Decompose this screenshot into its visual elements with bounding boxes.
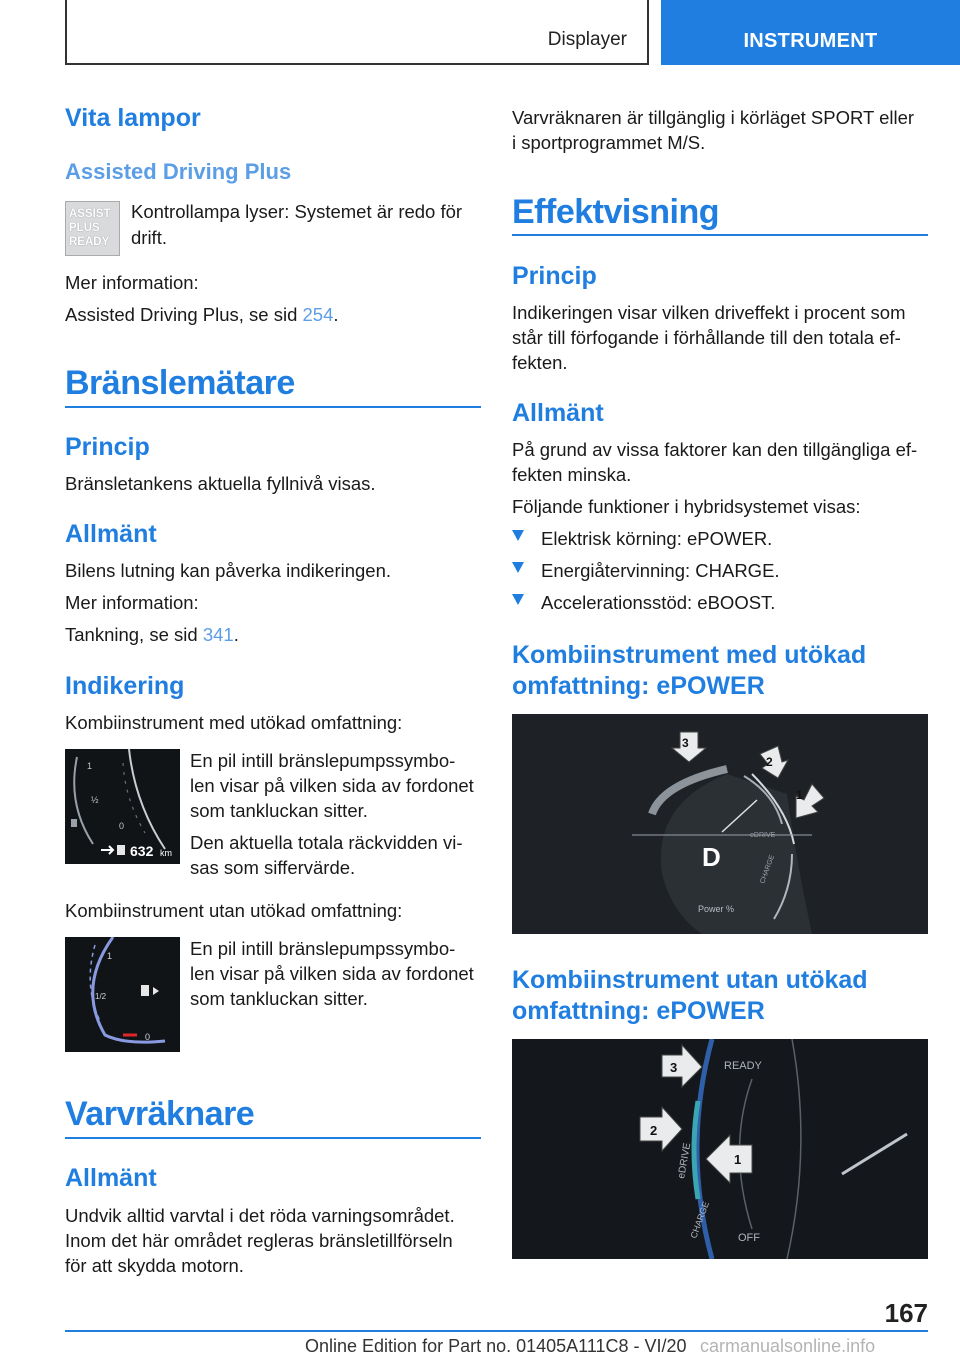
heading-indikering: Indikering bbox=[65, 672, 185, 700]
fuel-mark-half: ½ bbox=[91, 795, 99, 805]
heading-vita-lampor: Vita lampor bbox=[65, 104, 201, 132]
power-percent-label: Power % bbox=[698, 904, 735, 914]
off-label: OFF bbox=[738, 1232, 760, 1244]
heading-allmant: Allmänt bbox=[512, 399, 604, 427]
princip-text: Bränsletankens aktuella fyllnivå visas. bbox=[65, 473, 376, 494]
heading-fuel-gauge: Bränslemätare bbox=[65, 364, 295, 402]
tacho-text-line: Undvik alltid varvtal i det röda varningsområdet. bbox=[65, 1205, 455, 1226]
image1-text-line: len visar på vilken sida av fordonet bbox=[190, 775, 474, 796]
heading-line: omfattning: ePOWER bbox=[512, 672, 765, 700]
tank-reference-link[interactable]: 341 bbox=[202, 624, 234, 645]
image1-text-line: Den aktuella totala räckvidden vi- bbox=[190, 832, 463, 853]
combi-extended-label: Kombiinstrument med utökad omfattning: bbox=[65, 712, 403, 733]
ready-label: READY bbox=[724, 1060, 762, 1072]
heading-combi-standard-epower bbox=[512, 965, 868, 1027]
adp-reference-text: Assisted Driving Plus, se sid bbox=[65, 304, 303, 325]
header-section-title: Displayer bbox=[547, 29, 627, 50]
callout-arrow-1-icon bbox=[706, 1135, 752, 1183]
callout-number: 3 bbox=[670, 1060, 678, 1075]
heading-power-display: Effektvisning bbox=[512, 193, 719, 231]
fuel-gauge-standard-svg bbox=[65, 937, 180, 1052]
edrive-label: eDRIVE bbox=[676, 1142, 694, 1180]
heading-princip: Princip bbox=[65, 433, 150, 461]
tacho-text-line: för att skydda motorn. bbox=[65, 1255, 244, 1276]
callout-number: 1 bbox=[734, 1152, 742, 1167]
heading-assisted-driving-plus: Assisted Driving Plus bbox=[65, 159, 292, 184]
assisted-driving-plus-icon bbox=[65, 201, 120, 256]
princip-text-line: Indikeringen visar vilken driveffekt i procent som bbox=[512, 302, 906, 323]
heading-line: omfattning: ePOWER bbox=[512, 997, 765, 1025]
tacho-continued-line: Varvräknaren är tillgänglig i körläget SPORT eller bbox=[512, 107, 915, 128]
image1-text-line: som tankluckan sitter. bbox=[190, 800, 368, 821]
header-section-box bbox=[65, 0, 649, 65]
allmant-text-line: fekten minska. bbox=[512, 464, 632, 485]
allmant-text: Bilens lutning kan påverka indikeringen. bbox=[65, 560, 392, 581]
heading-line: Kombiinstrument utan utökad bbox=[512, 966, 868, 994]
section-rule bbox=[65, 1137, 481, 1139]
image2-text-line: len visar på vilken sida av fordonet bbox=[190, 963, 474, 984]
heading-tachometer: Varvräknare bbox=[65, 1095, 255, 1133]
fuel-mark-full: 1 bbox=[107, 951, 113, 961]
tank-reference-text: Tankning, se sid bbox=[65, 624, 203, 645]
bullet-triangle-icon bbox=[512, 530, 524, 541]
fuel-gauge-standard-image bbox=[65, 937, 180, 1052]
adp-text-line: Kontrollampa lyser: Systemet är redo för bbox=[131, 201, 463, 222]
bullet-triangle-icon bbox=[512, 562, 524, 573]
power-display-extended-image bbox=[512, 714, 928, 934]
callout-number: 3 bbox=[682, 736, 689, 750]
list-item bbox=[512, 558, 928, 583]
heading-line: Kombiinstrument med utökad bbox=[512, 641, 867, 669]
footer-rule bbox=[65, 1330, 928, 1332]
list-item bbox=[512, 526, 928, 551]
section-rule bbox=[512, 234, 928, 236]
princip-text-line: fekten. bbox=[512, 352, 568, 373]
image2-text-line: som tankluckan sitter. bbox=[190, 988, 368, 1009]
more-info-label: Mer information: bbox=[65, 272, 199, 293]
fuel-mark-full: 1 bbox=[87, 761, 93, 771]
adp-icon-line: READY bbox=[69, 236, 110, 248]
callout-number: 2 bbox=[650, 1123, 658, 1138]
footer-edition: Online Edition for Part no. 01405A111C8 - VI/20 bbox=[305, 1336, 687, 1356]
header-chapter-tab bbox=[661, 0, 960, 65]
bullet-triangle-icon bbox=[512, 594, 524, 605]
power-display-standard-svg bbox=[512, 1039, 928, 1259]
heading-princip: Princip bbox=[512, 262, 597, 290]
callout-arrow-1-icon bbox=[796, 784, 824, 818]
callout-arrow-2-icon bbox=[640, 1107, 682, 1151]
gear-indicator: D bbox=[702, 842, 721, 872]
image2-text-line: En pil intill bränslepumpssymbo- bbox=[190, 938, 456, 959]
princip-text-line: står till förfogande i förhållande till den totala ef- bbox=[512, 327, 901, 348]
combi-standard-label: Kombiinstrument utan utökad omfattning: bbox=[65, 900, 403, 921]
list-item-text: Elektrisk körning: ePOWER. bbox=[541, 528, 773, 549]
page-number: 167 bbox=[884, 1298, 928, 1328]
callout-arrow-3-icon bbox=[662, 1045, 702, 1087]
image1-text-line: En pil intill bränslepumpssymbo- bbox=[190, 750, 456, 771]
image1-text-line: sas som siffervärde. bbox=[190, 857, 356, 878]
range-unit: km bbox=[160, 848, 172, 858]
more-info-label: Mer information: bbox=[65, 592, 199, 613]
adp-icon-line: PLUS bbox=[69, 222, 100, 234]
tacho-continued-line: i sportprogrammet M/S. bbox=[512, 132, 706, 153]
charge-label: CHARGE bbox=[759, 854, 777, 885]
range-value: 632 bbox=[130, 843, 154, 859]
adp-icon-line: ASSIST bbox=[69, 208, 111, 220]
charge-label: CHARGE bbox=[688, 1200, 712, 1240]
heading-allmant: Allmänt bbox=[65, 520, 157, 548]
fuel-gauge-extended-image bbox=[65, 749, 180, 864]
power-display-standard-image bbox=[512, 1039, 928, 1259]
fuel-mark-empty: 0 bbox=[145, 1032, 151, 1042]
tacho-text-line: Inom det här området regleras bränsletillförseln bbox=[65, 1230, 453, 1251]
tank-reference: Tankning, se sid 341. bbox=[65, 624, 239, 645]
callout-arrow-2-icon bbox=[760, 746, 788, 778]
section-rule bbox=[65, 406, 481, 408]
callout-number: 2 bbox=[766, 755, 773, 769]
list-item bbox=[512, 590, 928, 615]
header-chapter-label: INSTRUMENT bbox=[743, 30, 878, 52]
footer-watermark: carmanualsonline.info bbox=[700, 1336, 876, 1356]
power-display-extended-svg bbox=[512, 714, 928, 934]
callout-number: 1 bbox=[796, 788, 803, 802]
fuel-gauge-extended-svg bbox=[65, 749, 180, 864]
callout-arrow-3-icon bbox=[672, 732, 706, 762]
heading-allmant: Allmänt bbox=[65, 1164, 157, 1192]
list-item-text: Accelerationsstöd: eBOOST. bbox=[541, 592, 776, 613]
allmant-text-line: Följande funktioner i hybridsystemet visas: bbox=[512, 496, 861, 517]
edrive-label: eDRIVE bbox=[750, 832, 776, 839]
fuel-mark-half: 1/2 bbox=[95, 992, 107, 1001]
allmant-text-line: På grund av vissa faktorer kan den tillgängliga ef- bbox=[512, 439, 918, 460]
adp-reference: Assisted Driving Plus, se sid 254. bbox=[65, 304, 339, 325]
list-item-text: Energiåtervinning: CHARGE. bbox=[541, 560, 780, 581]
heading-combi-extended-epower bbox=[512, 640, 866, 702]
adp-text-line: drift. bbox=[131, 227, 167, 248]
fuel-mark-empty: 0 bbox=[119, 821, 125, 831]
adp-reference-link[interactable]: 254 bbox=[302, 304, 334, 325]
